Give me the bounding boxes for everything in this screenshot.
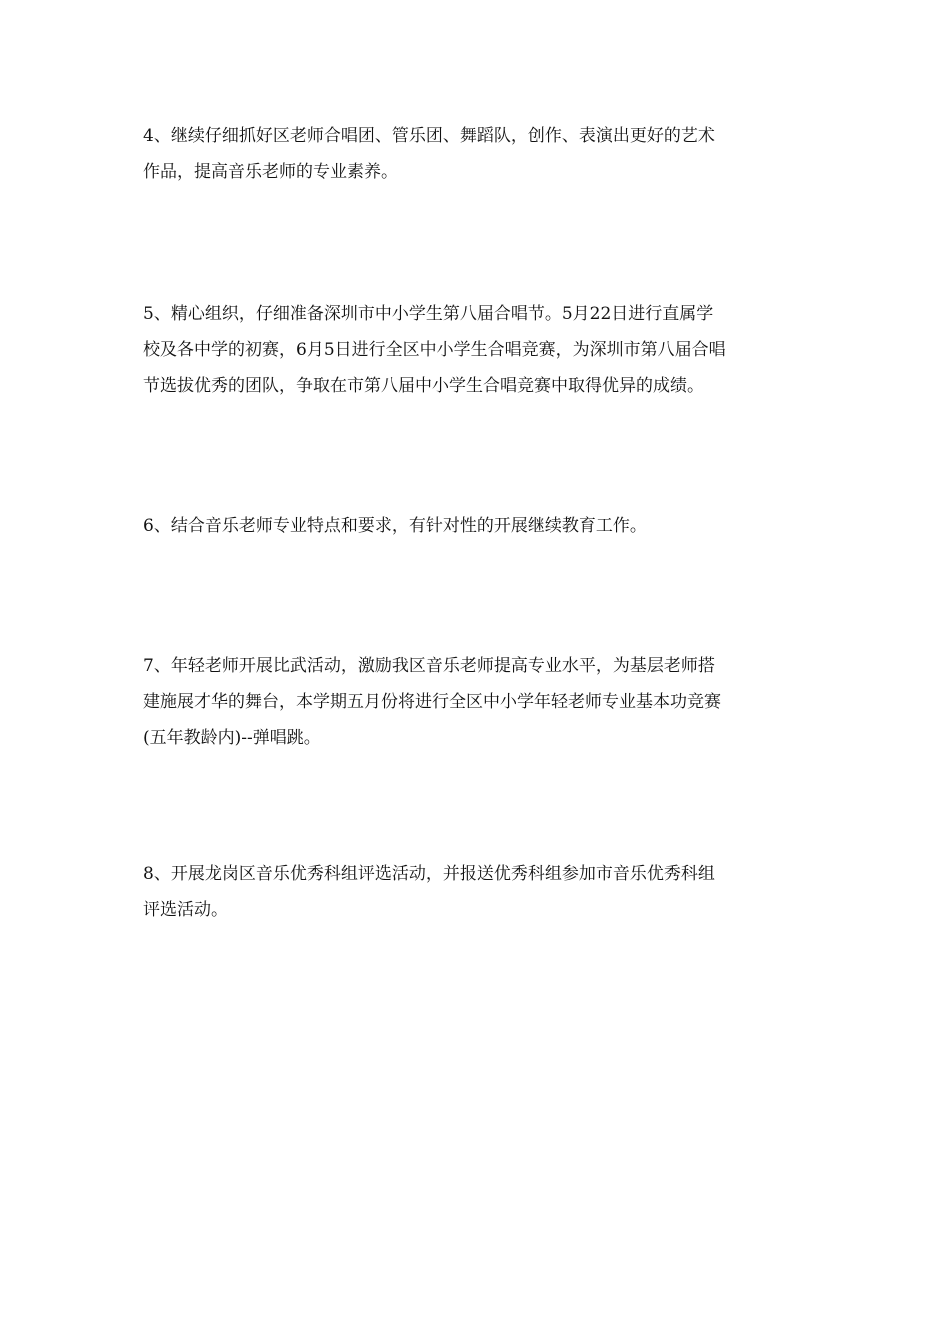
paragraph-line: 作品，提高音乐老师的专业素养。 — [143, 162, 398, 182]
paragraph-line: 5、精心组织，仔细准备深圳市中小学生第八届合唱节。5月22日进行直属学 — [143, 304, 714, 324]
paragraph-line: 建施展才华的舞台，本学期五月份将进行全区中小学年轻老师专业基本功竞赛 — [143, 692, 721, 712]
paragraph-line: 节选拔优秀的团队，争取在市第八届中小学生合唱竞赛中取得优异的成绩。 — [143, 376, 704, 396]
paragraph-item-5 — [143, 296, 803, 404]
paragraph-item-8 — [143, 856, 803, 928]
paragraph-line: 校及各中学的初赛，6月5日进行全区中小学生合唱竞赛，为深圳市第八届合唱 — [143, 340, 726, 360]
paragraph-item-4 — [143, 118, 803, 190]
paragraph-line: 评选活动。 — [143, 900, 228, 920]
paragraph-line: 7、年轻老师开展比武活动，激励我区音乐老师提高专业水平，为基层老师搭 — [143, 656, 715, 676]
paragraph-item-6 — [143, 508, 803, 544]
paragraph-line: 4、继续仔细抓好区老师合唱团、管乐团、舞蹈队，创作、表演出更好的艺术 — [143, 126, 715, 146]
paragraph-item-7 — [143, 648, 803, 756]
paragraph-line: (五年教龄内)--弹唱跳。 — [143, 728, 321, 748]
paragraph-line: 8、开展龙岗区音乐优秀科组评选活动，并报送优秀科组参加市音乐优秀科组 — [143, 864, 715, 884]
paragraph-line: 6、结合音乐老师专业特点和要求，有针对性的开展继续教育工作。 — [143, 516, 647, 536]
